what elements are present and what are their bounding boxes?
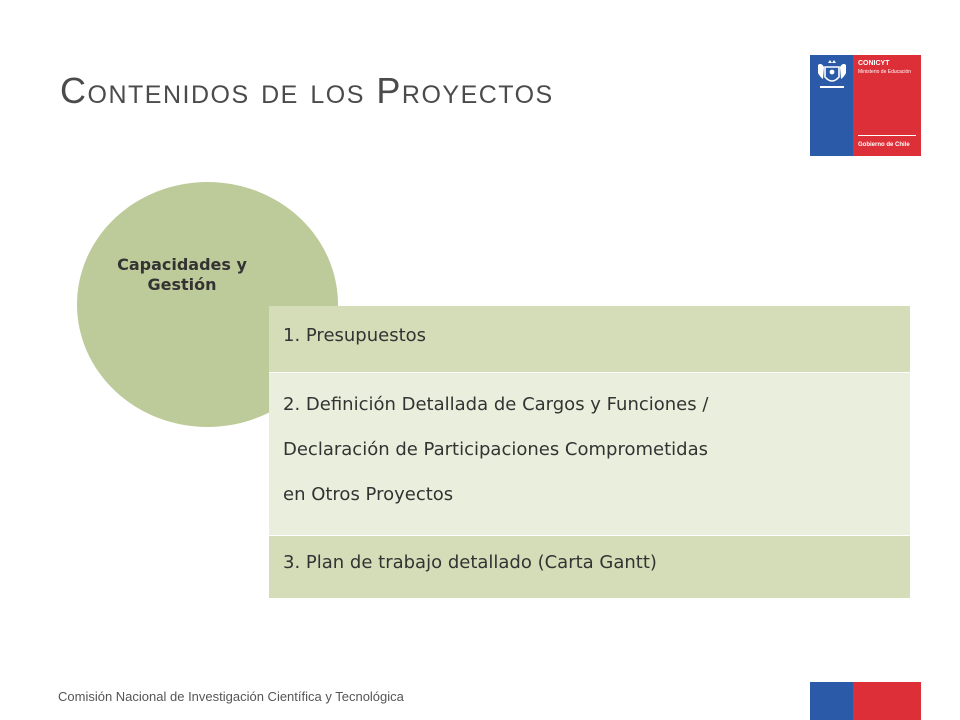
list-item [269, 306, 910, 372]
slide-title: Contenidos de los Proyectos [60, 70, 554, 111]
list-item-text: 2. Definición Detallada de Cargos y Funciones / [283, 394, 709, 415]
flag-red-panel [853, 682, 921, 720]
list-item-text: Declaración de Participaciones Comprometidas [283, 439, 708, 460]
coat-of-arms-icon [814, 59, 850, 91]
list-item-text: 1. Presupuestos [283, 325, 427, 346]
footer-text: Comisión Nacional de Investigación Científica y Tecnológica [58, 689, 404, 704]
list-item-text: en Otros Proyectos [283, 484, 454, 505]
footer-flag [810, 682, 921, 720]
content-list [269, 306, 910, 598]
list-item [269, 372, 910, 535]
row-divider [269, 535, 910, 536]
logo-red-panel [853, 55, 921, 156]
conicyt-logo [810, 55, 921, 156]
list-item-text: 3. Plan de trabajo detallado (Carta Gantt) [283, 552, 657, 573]
category-label: Capacidades y Gestión [117, 255, 247, 294]
logo-divider [858, 135, 916, 136]
logo-blue-panel [810, 55, 853, 156]
flag-blue-panel [810, 682, 853, 720]
list-item [269, 535, 910, 598]
logo-ministry: Ministerio de Educación [858, 69, 912, 75]
logo-government: Gobierno de Chile [858, 142, 910, 148]
logo-brand: CONICYT [858, 60, 890, 67]
row-divider [269, 372, 910, 373]
